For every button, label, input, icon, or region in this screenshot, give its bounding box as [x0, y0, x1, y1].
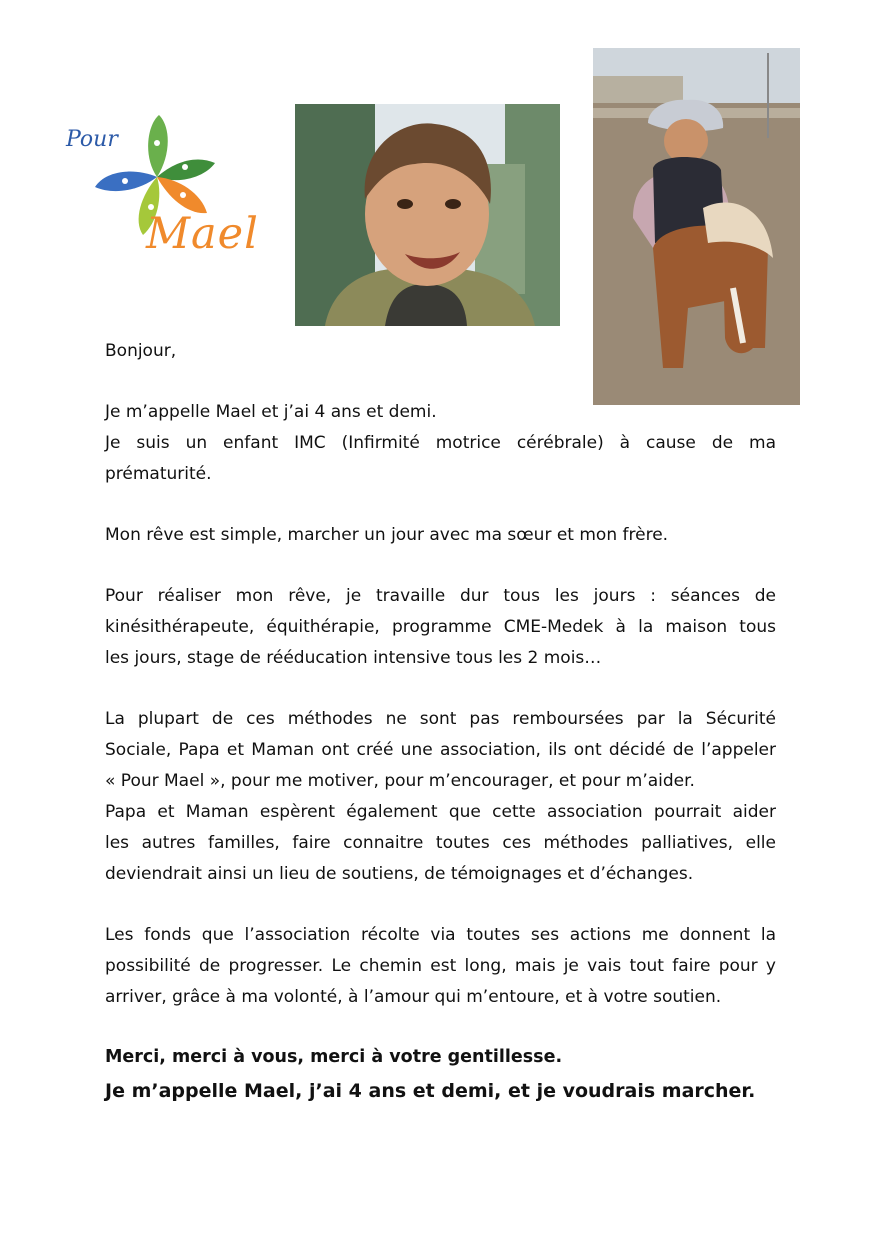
paragraph-therapy	[105, 581, 776, 674]
text-line: Papa et Maman espèrent également que cette association pourrait aider	[105, 802, 776, 822]
portrait-photo	[295, 104, 560, 326]
logo-word-pour: Pour	[66, 127, 118, 152]
text-line: arriver, grâce à ma volonté, à l’amour qui m’entoure, et à votre soutien.	[105, 987, 722, 1007]
text-line: Je m’appelle Mael et j’ai 4 ans et demi.	[105, 402, 437, 422]
text-line: les autres familles, faire connaitre toutes ces méthodes palliatives, elle	[105, 833, 776, 853]
text-line: possibilité de progresser. Le chemin est long, mais je vais tout faire pour y	[105, 956, 776, 976]
text-line: prématurité.	[105, 464, 212, 484]
paragraph-dream: Mon rêve est simple, marcher un jour avec ma sœur et mon frère.	[105, 525, 669, 545]
pour-mael-logo	[62, 105, 272, 270]
paragraph-intro	[105, 397, 776, 490]
greeting: Bonjour,	[105, 341, 177, 361]
text-line: « Pour Mael », pour me motiver, pour m’encourager, et pour m’aider.	[105, 771, 695, 791]
paragraph-funds	[105, 920, 776, 1013]
text-line: Je suis un enfant IMC (Infirmité motrice cérébrale) à cause de ma	[105, 433, 776, 453]
text-line: kinésithérapeute, équithérapie, programme CME-Medek à la maison tous	[105, 617, 776, 637]
paragraph-association	[105, 704, 776, 890]
closing-wish: Je m’appelle Mael, j’ai 4 ans et demi, et je voudrais marcher.	[105, 1080, 756, 1102]
text-line: les jours, stage de rééducation intensive tous les 2 mois…	[105, 648, 602, 668]
text-line: La plupart de ces méthodes ne sont pas remboursées par la Sécurité	[105, 709, 776, 729]
text-line: Sociale, Papa et Maman ont créé une association, ils ont décidé de l’appeler	[105, 740, 776, 760]
text-line: Les fonds que l’association récolte via toutes ses actions me donnent la	[105, 925, 776, 945]
closing-thanks: Merci, merci à vous, merci à votre gentillesse.	[105, 1047, 563, 1067]
text-line: Pour réaliser mon rêve, je travaille dur tous les jours : séances de	[105, 586, 776, 606]
logo-word-mael: Mael	[146, 209, 259, 259]
text-line: deviendrait ainsi un lieu de soutiens, de témoignages et d’échanges.	[105, 864, 694, 884]
